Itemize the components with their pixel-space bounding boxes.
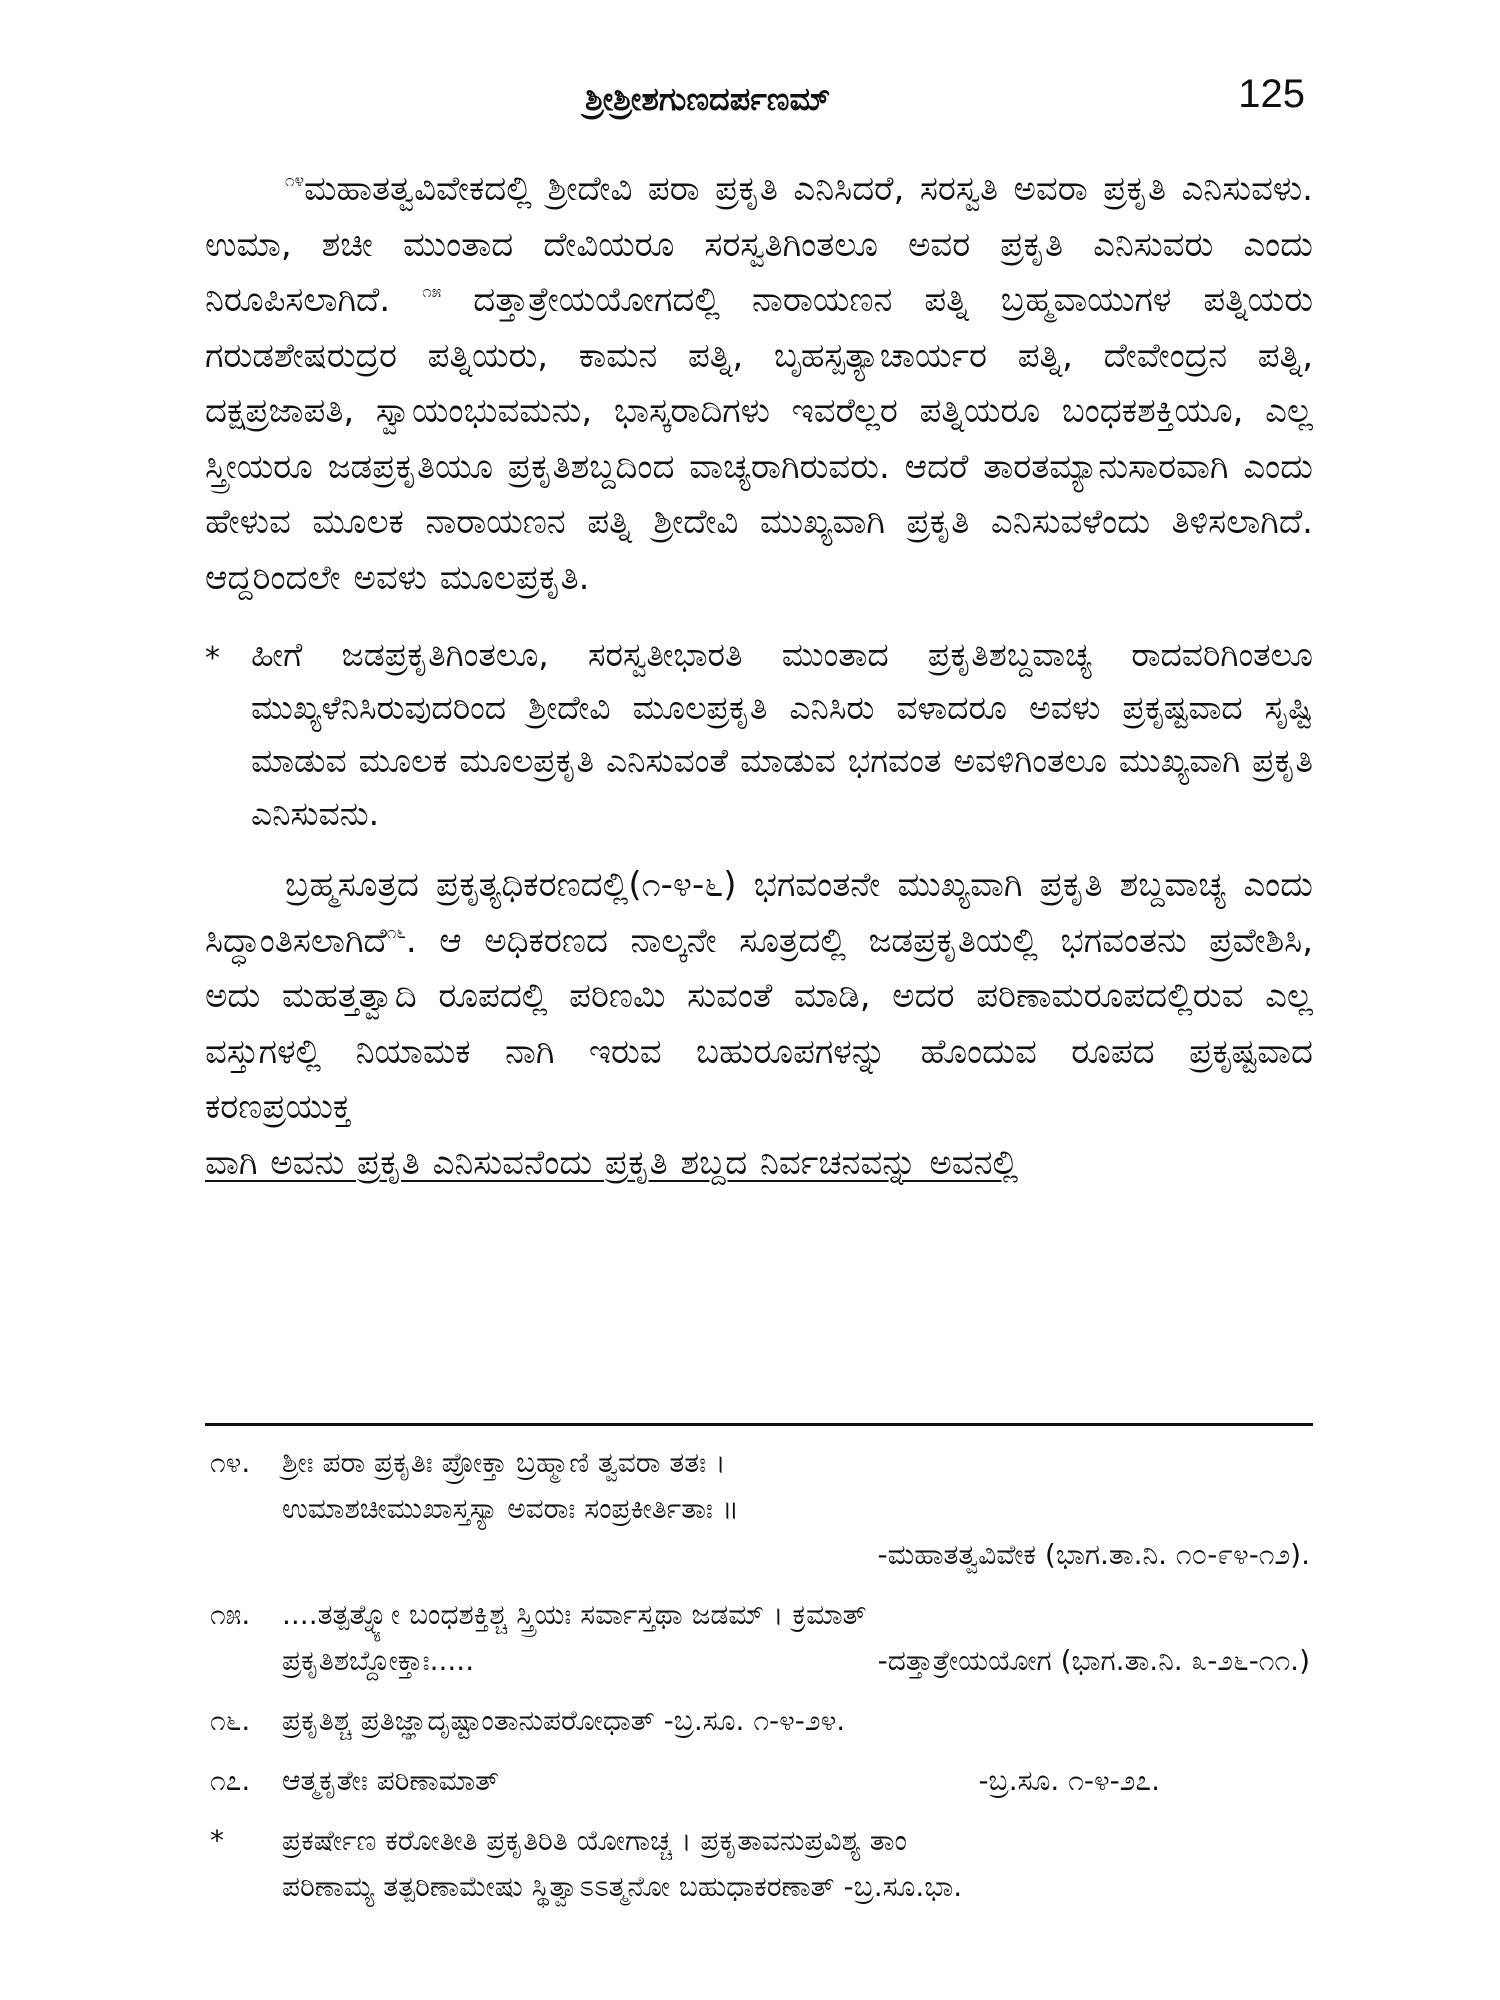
- footnote-ref-16: ೧೬: [386, 922, 406, 943]
- paragraph-2-text-a: ಬ್ರಹ್ಮಸೂತ್ರದ ಪ್ರಕೃತ್ಯಧಿಕರಣದಲ್ಲಿ(೧-೪-೬) ಭಗವಂತನೇ ಮುಖ್ಯವಾಗಿ ಪ್ರಕೃತಿ ಶಬ್ದವಾಚ್ಯ ಎಂದು ಸಿದ್ಧಾಂತಿಸಲಾಗಿದೆ: [205, 865, 1313, 961]
- footnotes: [210, 1440, 1320, 1924]
- footnote-line: ಪರಿಣಾಮ್ಯ ತತ್ಪರಿಣಾಮೇಷು ಸ್ಥಿತ್ವಾಽಽತ್ಮನೋ ಬಹುಧಾಕರಣಾತ್ -ಬ್ರ.ಸೂ.ಭಾ.: [282, 1870, 963, 1903]
- running-title: ಶ್ರೀಶ್ರೀಶಗುಣದರ್ಪಣಮ್: [585, 80, 831, 118]
- page-header: [205, 72, 1305, 132]
- footnote-number: ೧೬.: [210, 1704, 251, 1737]
- footnote-line: ಶ್ರೀಃ ಪರಾ ಪ್ರಕೃತಿಃ ಪ್ರೋಕ್ತಾ ಬ್ರಹ್ಮಾಣಿ ತ್ವವರಾ ತತಃ ।: [282, 1446, 726, 1479]
- footnote-line: ಪ್ರಕರ್ಷೇಣ ಕರೋತೀತಿ ಪ್ರಕೃತಿರಿತಿ ಯೋಗಾಚ್ಚ । ಪ್ರಕೃತಾವನುಪ್ರವಿಶ್ಯ ತಾಂ: [282, 1824, 907, 1857]
- footnote-number: ೧೭.: [210, 1764, 251, 1797]
- paragraph-2-text-b: . ಆ ಅಧಿಕರಣದ ನಾಲ್ಕನೇ ಸೂತ್ರದಲ್ಲಿ ಜಡಪ್ರಕೃತಿಯಲ್ಲಿ ಭಗವಂತನು ಪ್ರವೇಶಿಸಿ, ಅದು ಮಹತ್ತತ್ವಾದಿ ರೂಪದಲ್ಲಿ ಪರಿಣಮಿ ಸುವಂತೆ ಮಾಡಿ, ಅದರ ಪರಿಣಾಮರೂಪದಲ್ಲಿರುವ ಎಲ್ಲ ವಸ್ತುಗಳಲ್ಲಿ ನಿಯಾಮಕ ನಾಗಿ ಇರುವ ಬಹುರೂಪಗಳನ್ನು ಹೊಂದುವ ರೂಪದ ಪ್ರಕೃಷ್ಟವಾದ ಕರಣಪ್ರಯುಕ್ತ: [205, 920, 1313, 1127]
- paragraph-1-text-b: ದತ್ತಾತ್ರೇಯಯೋಗದಲ್ಲಿ ನಾರಾಯಣನ ಪತ್ನಿ ಬ್ರಹ್ಮವಾಯುಗಳ ಪತ್ನಿಯರು ಗರುಡಶೇಷರುದ್ರರ ಪತ್ನಿಯರು, ಕಾಮನ ಪತ್ನಿ, ಬೃಹಸ್ಪತ್ಯಾಚಾರ್ಯರ ಪತ್ನಿ, ದೇವೇಂದ್ರನ ಪತ್ನಿ, ದಕ್ಷಪ್ರಜಾಪತಿ, ಸ್ವಾಯಂಭುವಮನು, ಭಾಸ್ಕರಾದಿಗಳು ಇವರೆಲ್ಲರ ಪತ್ನಿಯರೂ ಬಂಧಕಶಕ್ತಿಯೂ, ಎಲ್ಲ ಸ್ತ್ರೀಯರೂ ಜಡಪ್ರಕೃತಿಯೂ ಪ್ರಕೃತಿಶಬ್ದದಿಂದ ವಾಚ್ಯರಾಗಿರುವರು. ಆದರೆ ತಾರತಮ್ಯಾನುಸಾರವಾಗಿ ಎಂದು ಹೇಳುವ ಮೂಲಕ ನಾರಾಯಣನ ಪತ್ನಿ ಶ್ರೀದೇವಿ ಮುಖ್ಯವಾಗಿ ಪ್ರಕೃತಿ ಎನಿಸುವಳೆಂದು ತಿಳಿಸಲಾಗಿದೆ. ಆದ್ದರಿಂದಲೇ ಅವಳು ಮೂಲಪ್ರಕೃತಿ.: [205, 280, 1314, 598]
- footnote-number: ೧೫.: [210, 1598, 251, 1631]
- footnote-star: [210, 1818, 1320, 1910]
- footnote-number: ೧೪.: [210, 1446, 251, 1479]
- footnote-17: [210, 1758, 1320, 1804]
- paragraph-2: [205, 858, 1313, 1191]
- footnote-line: [282, 1758, 1320, 1804]
- footnote-number: *: [210, 1824, 224, 1857]
- note-text: ಹೀಗೆ ಜಡಪ್ರಕೃತಿಗಿಂತಲೂ, ಸರಸ್ವತೀಭಾರತಿ ಮುಂತಾದ ಪ್ರಕೃತಿಶಬ್ದವಾಚ್ಯ ರಾದವರಿಗಿಂತಲೂ ಮುಖ್ಯಳೆನಿಸಿರುವುದರಿಂದ ಶ್ರೀದೇವಿ ಮೂಲಪ್ರಕೃತಿ ಎನಿಸಿರು ವಳಾದರೂ ಅವಳು ಪ್ರಕೃಷ್ಟವಾದ ಸೃಷ್ಟಿ ಮಾಡುವ ಮೂಲಕ ಮೂಲಪ್ರಕೃತಿ ಎನಿಸುವಂತೆ ಮಾಡುವ ಭಗವಂತ ಅವಳಿಗಿಂತಲೂ ಮುಖ್ಯವಾಗಿ ಪ್ರಕೃತಿ ಎನಿಸುವನು.: [251, 635, 1313, 833]
- main-text: [205, 162, 1313, 1191]
- footnote-line: ಉಮಾಶಚೀಮುಖಾಸ್ತಸ್ಯಾ ಅವರಾಃ ಸಂಪ್ರಕೀರ್ತಿತಾಃ ॥: [282, 1492, 739, 1525]
- footnote-15: [210, 1592, 1320, 1684]
- paragraph-2-last-line: ವಾಗಿ ಅವನು ಪ್ರಕೃತಿ ಎನಿಸುವನೆಂದು ಪ್ರಕೃತಿ ಶಬ್ದದ ನಿರ್ವಚನವನ್ನು ಅವನಲ್ಲಿ: [205, 1142, 1019, 1183]
- starred-note: [205, 628, 1313, 840]
- footnote-text: ಆತ್ಮಕೃತೇಃ ಪರಿಣಾಮಾತ್: [282, 1764, 499, 1797]
- footnote-line: ಪ್ರಕೃತಿಶ್ಚ ಪ್ರತಿಜ್ಞಾದೃಷ್ಟಾಂತಾನುಪರೋಧಾತ್ -ಬ್ರ.ಸೂ. ೧-೪-೨೪.: [282, 1704, 846, 1737]
- footnote-line: ....ತತ್ಪತ್ನ್ಯೋ ಬಂಧಶಕ್ತಿಶ್ಚ ಸ್ತ್ರಿಯಃ ಸರ್ವಾಸ್ತಥಾ ಜಡಮ್ । ಕ್ರಮಾತ್: [282, 1598, 867, 1631]
- page-number: 125: [1238, 72, 1305, 116]
- footnote-ref-15: ೧೫: [422, 282, 442, 302]
- footnote-text: ಪ್ರಕೃತಿಶಬ್ದೋಕ್ತಾಃ.....: [282, 1644, 475, 1677]
- note-star: *: [205, 641, 220, 676]
- paragraph-1: [205, 162, 1313, 606]
- footnote-source: -ಮಹಾತತ್ವವಿವೇಕ (ಭಾಗ.ತಾ.ನಿ. ೧೦-೯೪-೧೨).: [877, 1538, 1310, 1571]
- footnote-16: [210, 1698, 1320, 1744]
- footnote-source: -ದತ್ತಾತ್ರೇಯಯೋಗ (ಭಾಗ.ತಾ.ನಿ. ೩-೨೬-೧೧.): [877, 1644, 1310, 1677]
- footnote-ref-14: ೧೪: [285, 171, 305, 191]
- footnote-line: [282, 1638, 1320, 1684]
- footnote-divider: [205, 1423, 1313, 1426]
- paragraph-1-text-a: ಮಹಾತತ್ವವಿವೇಕದಲ್ಲಿ ಶ್ರೀದೇವಿ ಪರಾ ಪ್ರಕೃತಿ ಎನಿಸಿದರೆ, ಸರಸ್ವತಿ ಅವರಾ ಪ್ರಕೃತಿ ಎನಿಸುವಳು. ಉಮಾ, ಶಚೀ ಮುಂತಾದ ದೇವಿಯರೂ ಸರಸ್ವತಿಗಿಂತಲೂ ಅವರ ಪ್ರಕೃತಿ ಎನಿಸುವರು ಎಂದು ನಿರೂಪಿಸಲಾಗಿದೆ.: [205, 169, 1313, 320]
- footnote-source: -ಬ್ರ.ಸೂ. ೧-೪-೨೭.: [978, 1764, 1160, 1797]
- footnote-14: [210, 1440, 1320, 1578]
